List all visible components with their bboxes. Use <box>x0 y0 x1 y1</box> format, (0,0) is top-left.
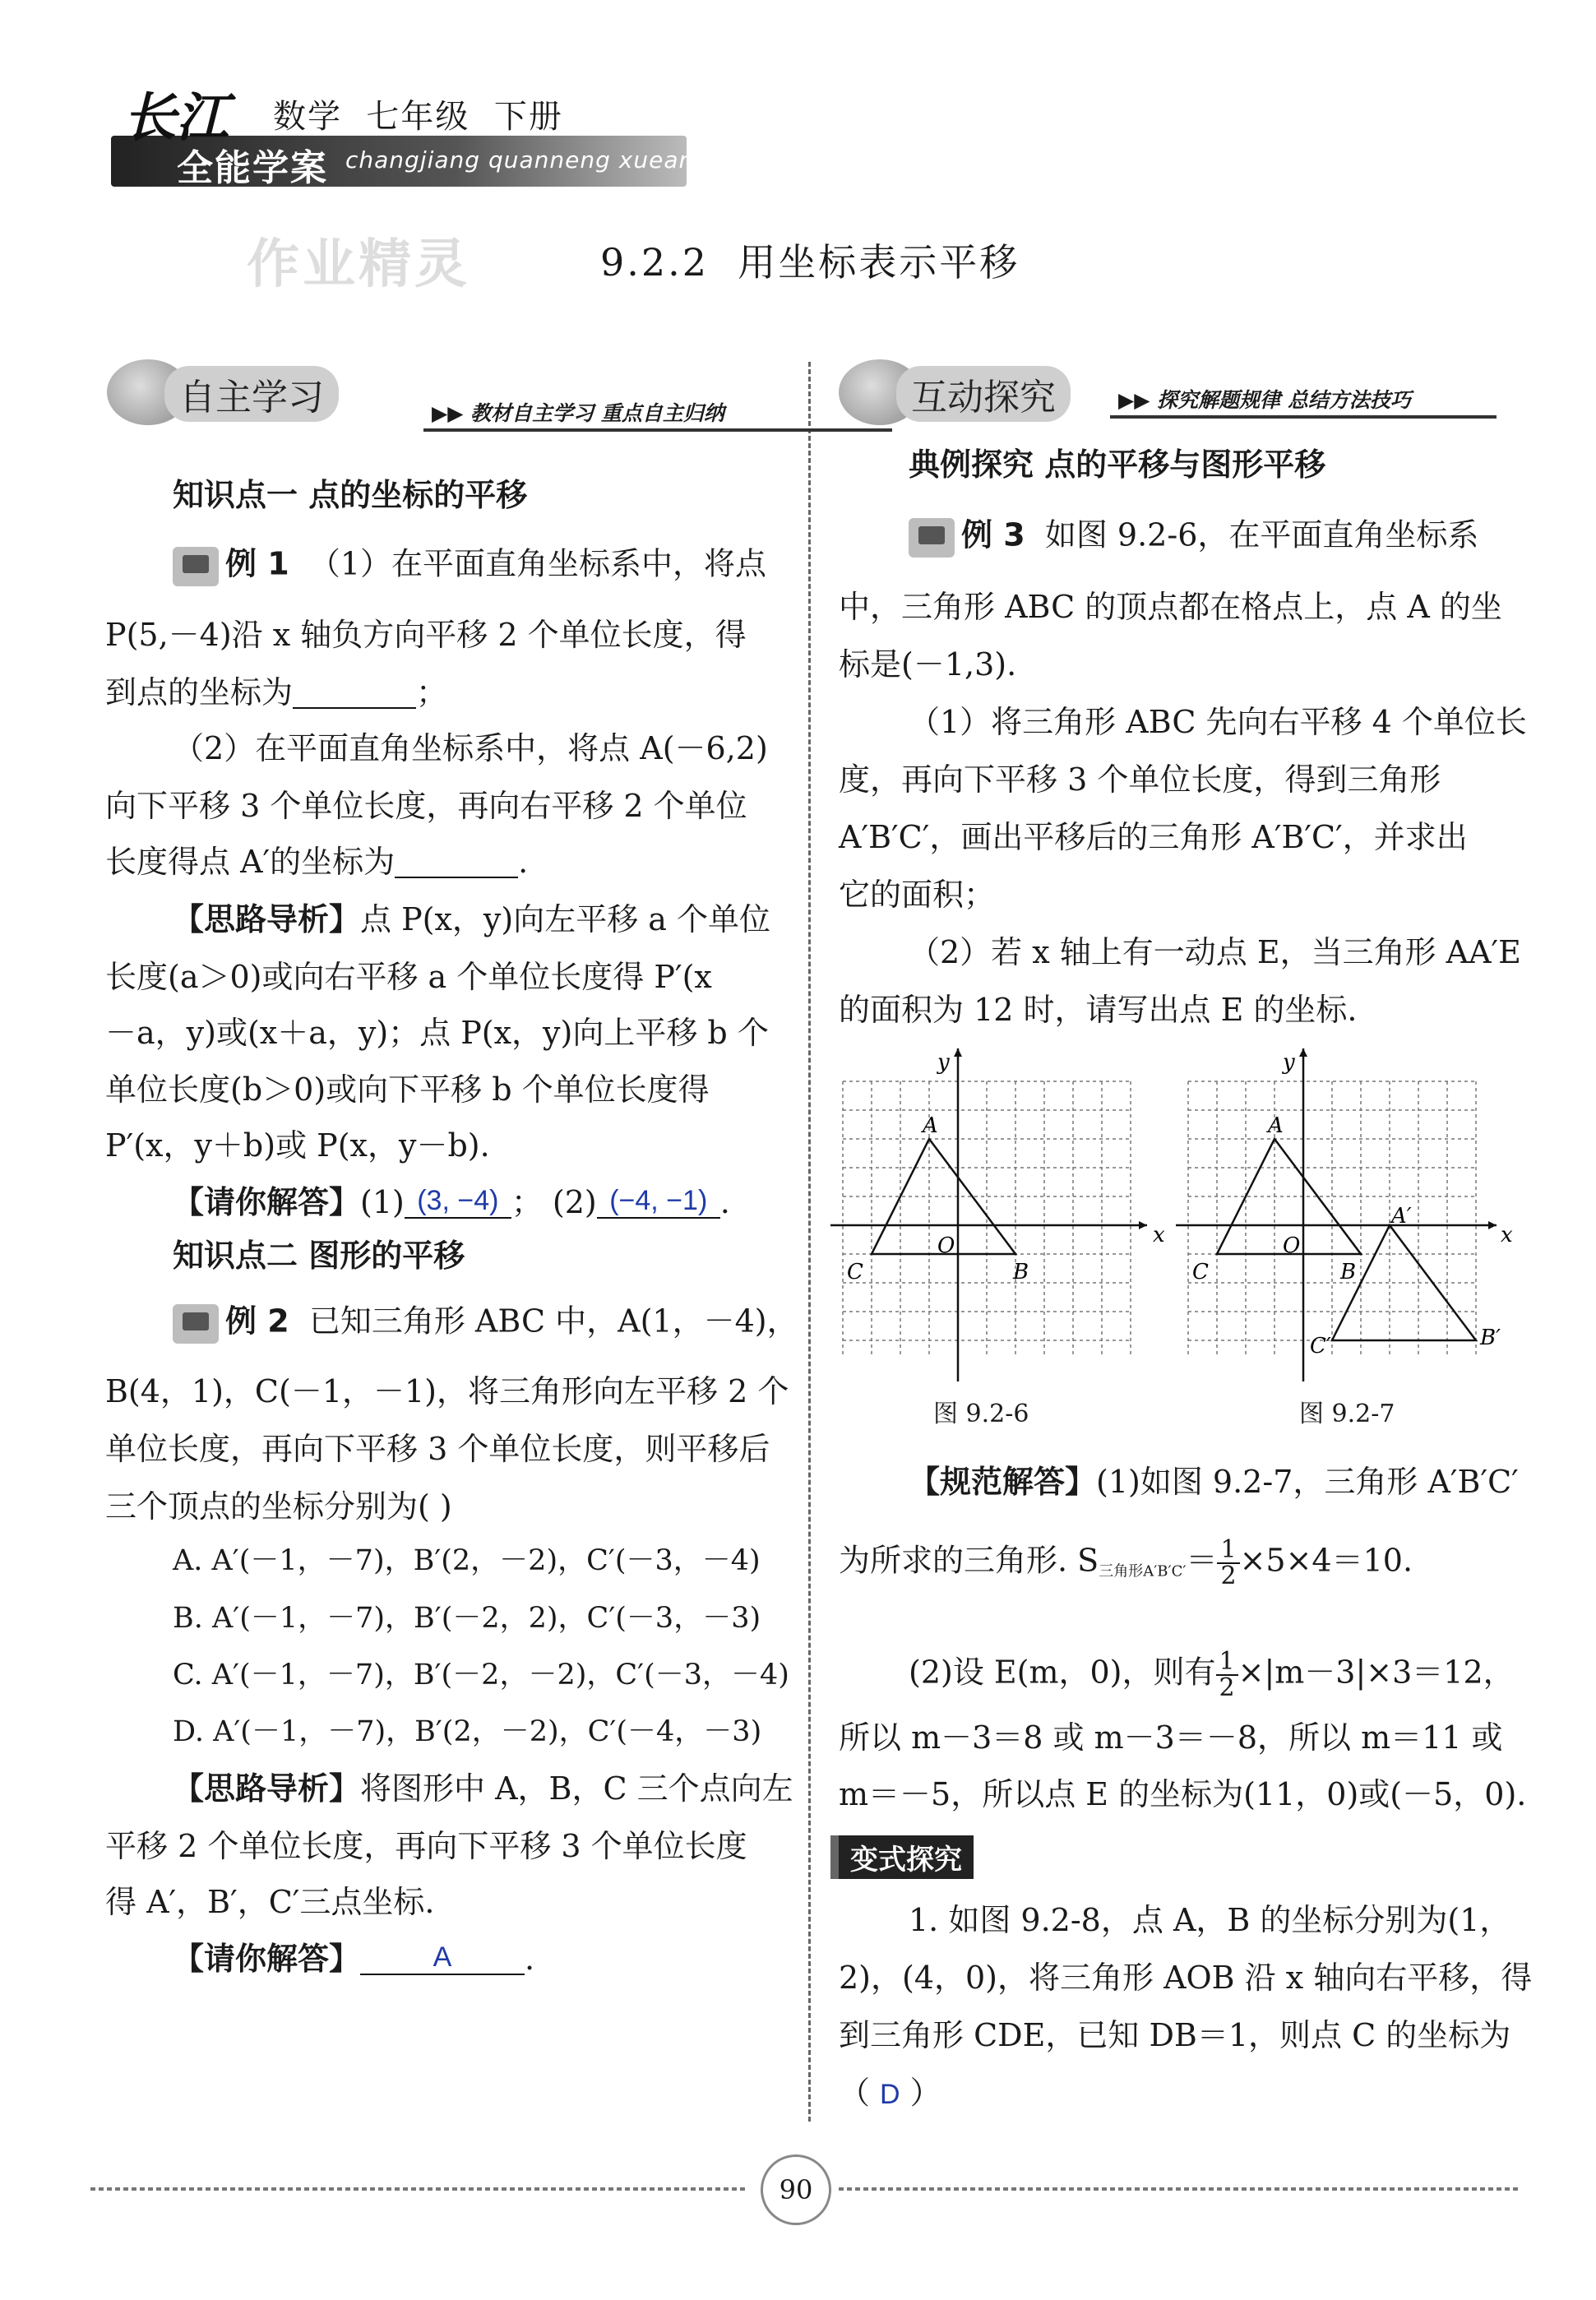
answer-2-line <box>173 1941 534 1975</box>
point-c-label: C <box>847 1260 863 1284</box>
example-1-line-6 <box>105 845 528 878</box>
guide-label: 【思路导析】 <box>173 901 361 937</box>
text: 长度得点 A′的坐标为 <box>105 844 396 880</box>
answer-label: 【请你解答】 <box>173 1941 361 1977</box>
variant-1-line-2: 2)，(4，0)，将三角形 AOB 沿 x 轴向右平移，得 <box>839 1960 1533 1996</box>
guide-1-line-1 <box>173 903 770 936</box>
point-b-label: B <box>1013 1260 1029 1284</box>
text: (1) <box>360 1184 405 1220</box>
example-2-label: 例 2 <box>225 1303 289 1340</box>
example-3-line-9: 的面积为 12 时，请写出点 E 的坐标. <box>839 992 1358 1028</box>
subscript: 三角形A′B′C′ <box>1099 1562 1187 1580</box>
example-2-line-3: 单位长度，再向下平移 3 个单位长度，则平移后 <box>105 1431 770 1467</box>
example-1-line-2: P(5,－4)沿 x 轴负方向平移 2 个单位长度，得 <box>105 617 747 653</box>
example-3-label: 例 3 <box>961 516 1025 553</box>
x-label: x <box>1153 1223 1165 1247</box>
example-3-line-7: 它的面积； <box>839 877 996 913</box>
text: . <box>719 1184 730 1220</box>
text: ＝ <box>1186 1542 1218 1579</box>
banner-underline <box>423 428 892 432</box>
example-3-line-8: （2）若 x 轴上有一动点 E，当三角形 AA′E <box>909 934 1521 970</box>
text: ） <box>909 2075 941 2111</box>
footer-line-left <box>90 2187 748 2191</box>
text: . <box>518 844 529 880</box>
example-1-line-4: （2）在平面直角坐标系中，将点 A(－6,2) <box>173 730 768 766</box>
option-c: C. A′(－1，－7)，B′(－2，－2)，C′(－3，－4) <box>173 1659 789 1691</box>
origin-label: O <box>1283 1233 1301 1258</box>
banner-tag: ▶▶ 探究解题规律 总结方法技巧 <box>1118 388 1411 412</box>
solution-line-3 <box>909 1647 1515 1702</box>
page-number: 90 <box>761 2154 831 2225</box>
example-3-line-5: 度，再向下平移 3 个单位长度，得到三角形 <box>839 761 1441 798</box>
handwritten-answer: (−4, −1) <box>597 1184 720 1219</box>
text: ×|m－3|×3＝12， <box>1237 1654 1515 1691</box>
example-1-line-1 <box>173 547 766 586</box>
point-a-prime-label: A′ <box>1391 1204 1412 1229</box>
point-a-label: A <box>923 1113 938 1138</box>
text: 如图 9.2-6，在平面直角坐标系 <box>1044 516 1479 553</box>
solution-line-5: m＝－5，所以点 E 的坐标为(11，0)或(－5，0). <box>839 1776 1527 1812</box>
example-3-line-2: 中，三角形 ABC 的顶点都在格点上，点 A 的坐 <box>839 589 1502 625</box>
kp1-heading: 知识点一 点的坐标的平移 <box>173 477 528 513</box>
text: 已知三角形 ABC 中，A(1，－4)， <box>308 1303 798 1340</box>
footer-line-right <box>839 2187 1521 2191</box>
figure-caption-1: 图 9.2-6 <box>933 1400 1029 1428</box>
logo-title: 长江 <box>123 87 229 149</box>
handwritten-answer: (3, −4) <box>405 1184 511 1219</box>
example-icon <box>909 518 955 558</box>
figure-9-2-6 <box>830 1040 1165 1386</box>
figure-caption-2: 图 9.2-7 <box>1299 1400 1395 1428</box>
banner-tag: ▶▶ 教材自主学习 重点自主归纳 <box>432 401 724 425</box>
solution-line-4: 所以 m－3＝8 或 m－3＝－8，所以 m＝11 或 <box>839 1719 1503 1756</box>
option-b: B. A′(－1，－7)，B′(－2，2)，C′(－3，－3) <box>173 1602 761 1635</box>
text: ×5×4＝10. <box>1239 1542 1413 1579</box>
section-title: 9.2.2 用坐标表示平移 <box>600 240 1020 285</box>
example-2-line-4: 三个顶点的坐标分别为( ) <box>105 1488 452 1525</box>
example-2-line-1 <box>173 1304 798 1344</box>
example-3-line-6: A′B′C′，画出平移后的三角形 A′B′C′，并求出 <box>839 819 1468 855</box>
guide-1-line-2: 长度(a＞0)或向右平移 a 个单位长度得 P′(x <box>105 959 712 995</box>
grid <box>843 1081 1131 1357</box>
variant-tag: 变式探究 <box>830 1835 974 1879</box>
fraction <box>1217 1535 1239 1590</box>
origin-label: O <box>937 1233 955 1258</box>
left-banner <box>107 366 789 423</box>
guide-2-line-3: 得 A′，B′，C′三点坐标. <box>105 1884 435 1920</box>
guide-1-line-4: 单位长度(b＞0)或向下平移 b 个单位长度得 <box>105 1071 710 1108</box>
text: 为所求的三角形. S <box>839 1542 1099 1579</box>
option-d: D. A′(－1，－7)，B′(2，－2)，C′(－4，－3) <box>173 1715 762 1748</box>
banner-label: 互动探究 <box>896 366 1071 422</box>
numerator: 1 <box>1216 1650 1238 1676</box>
solution-line-1 <box>909 1465 1519 1498</box>
text: (1)如图 9.2-7，三角形 A′B′C′ <box>1096 1464 1519 1500</box>
example-1-line-3 <box>105 676 447 709</box>
point-b-prime-label: B′ <box>1480 1326 1501 1350</box>
example-2-line-2: B(4，1)，C(－1，－1)，将三角形向左平移 2 个 <box>105 1373 789 1409</box>
denominator: 2 <box>1220 1562 1237 1590</box>
text: 点 P(x，y)向左平移 a 个单位 <box>360 901 771 937</box>
text: (2)设 E(m，0)，则有 <box>909 1654 1216 1691</box>
x-label: x <box>1501 1223 1513 1247</box>
right-banner <box>839 366 1505 423</box>
text: 将图形中 A，B，C 三个点向左 <box>360 1770 793 1807</box>
variant-1-line-3: 到三角形 CDE，已知 DB＝1，则点 C 的坐标为 <box>839 2017 1511 2053</box>
y-label: y <box>937 1050 950 1075</box>
point-c-label: C <box>1192 1260 1209 1284</box>
logo-pinyin: changjiang quanneng xuean <box>345 146 695 174</box>
example-icon <box>173 547 219 586</box>
text: . <box>525 1941 535 1977</box>
point-b-label: B <box>1340 1260 1357 1284</box>
banner-underline <box>1110 415 1497 419</box>
example-1-label: 例 1 <box>225 545 289 582</box>
numerator: 1 <box>1217 1538 1239 1564</box>
answer-blank <box>395 877 518 878</box>
text: ； <box>416 674 448 710</box>
book-subject: 数学 七年级 下册 <box>273 98 563 136</box>
handwritten-answer: D <box>880 2079 900 2110</box>
handwritten-answer: A <box>360 1941 525 1975</box>
point-a-label: A <box>1268 1113 1284 1138</box>
example-3-line-4: （1）将三角形 ABC 先向右平移 4 个单位长 <box>909 704 1527 740</box>
denominator: 2 <box>1219 1673 1235 1702</box>
text: （1）在平面直角坐标系中，将点 <box>308 545 767 582</box>
figure-9-2-7 <box>1176 1040 1513 1386</box>
example-1-line-5: 向下平移 3 个单位长度，再向右平移 2 个单位 <box>105 788 747 824</box>
grid <box>1188 1081 1476 1357</box>
example-3-line-3: 标是(－1,3). <box>839 646 1017 683</box>
watermark: 作业精灵 <box>247 234 470 295</box>
example-3-line-1 <box>909 518 1478 558</box>
answer-1-line <box>173 1184 730 1219</box>
answer-blank <box>293 707 416 709</box>
variant-1-line-4 <box>839 2076 941 2111</box>
guide-label: 【思路导析】 <box>173 1770 361 1807</box>
text: （ <box>839 2075 871 2111</box>
fraction <box>1216 1647 1238 1702</box>
guide-1-line-5: P′(x，y＋b)或 P(x，y－b). <box>105 1127 490 1164</box>
text: 到点的坐标为 <box>105 674 294 710</box>
option-a: A. A′(－1，－7)，B′(2，－2)，C′(－3，－4) <box>173 1544 761 1577</box>
guide-1-line-3: －a，y)或(x＋a，y)；点 P(x，y)向上平移 b 个 <box>105 1015 769 1051</box>
answer-label: 【请你解答】 <box>173 1184 361 1220</box>
guide-2-line-2: 平移 2 个单位长度，再向下平移 3 个单位长度 <box>105 1828 747 1864</box>
column-divider <box>808 362 811 2122</box>
point-c-prime-label: C′ <box>1310 1334 1331 1358</box>
banner-label: 自主学习 <box>164 366 339 422</box>
text: ； (2) <box>511 1184 597 1220</box>
y-label: y <box>1283 1050 1295 1075</box>
variant-1-line-1: 1. 如图 9.2-8，点 A，B 的坐标分别为(1， <box>909 1902 1511 1938</box>
solution-line-2 <box>839 1535 1413 1590</box>
typical-heading: 典例探究 点的平移与图形平移 <box>909 447 1326 483</box>
logo-subtitle: 全能学案 <box>177 147 328 189</box>
example-icon <box>173 1304 219 1344</box>
kp2-heading: 知识点二 图形的平移 <box>173 1238 465 1274</box>
solution-label: 【规范解答】 <box>909 1464 1097 1500</box>
guide-2-line-1 <box>173 1772 793 1805</box>
